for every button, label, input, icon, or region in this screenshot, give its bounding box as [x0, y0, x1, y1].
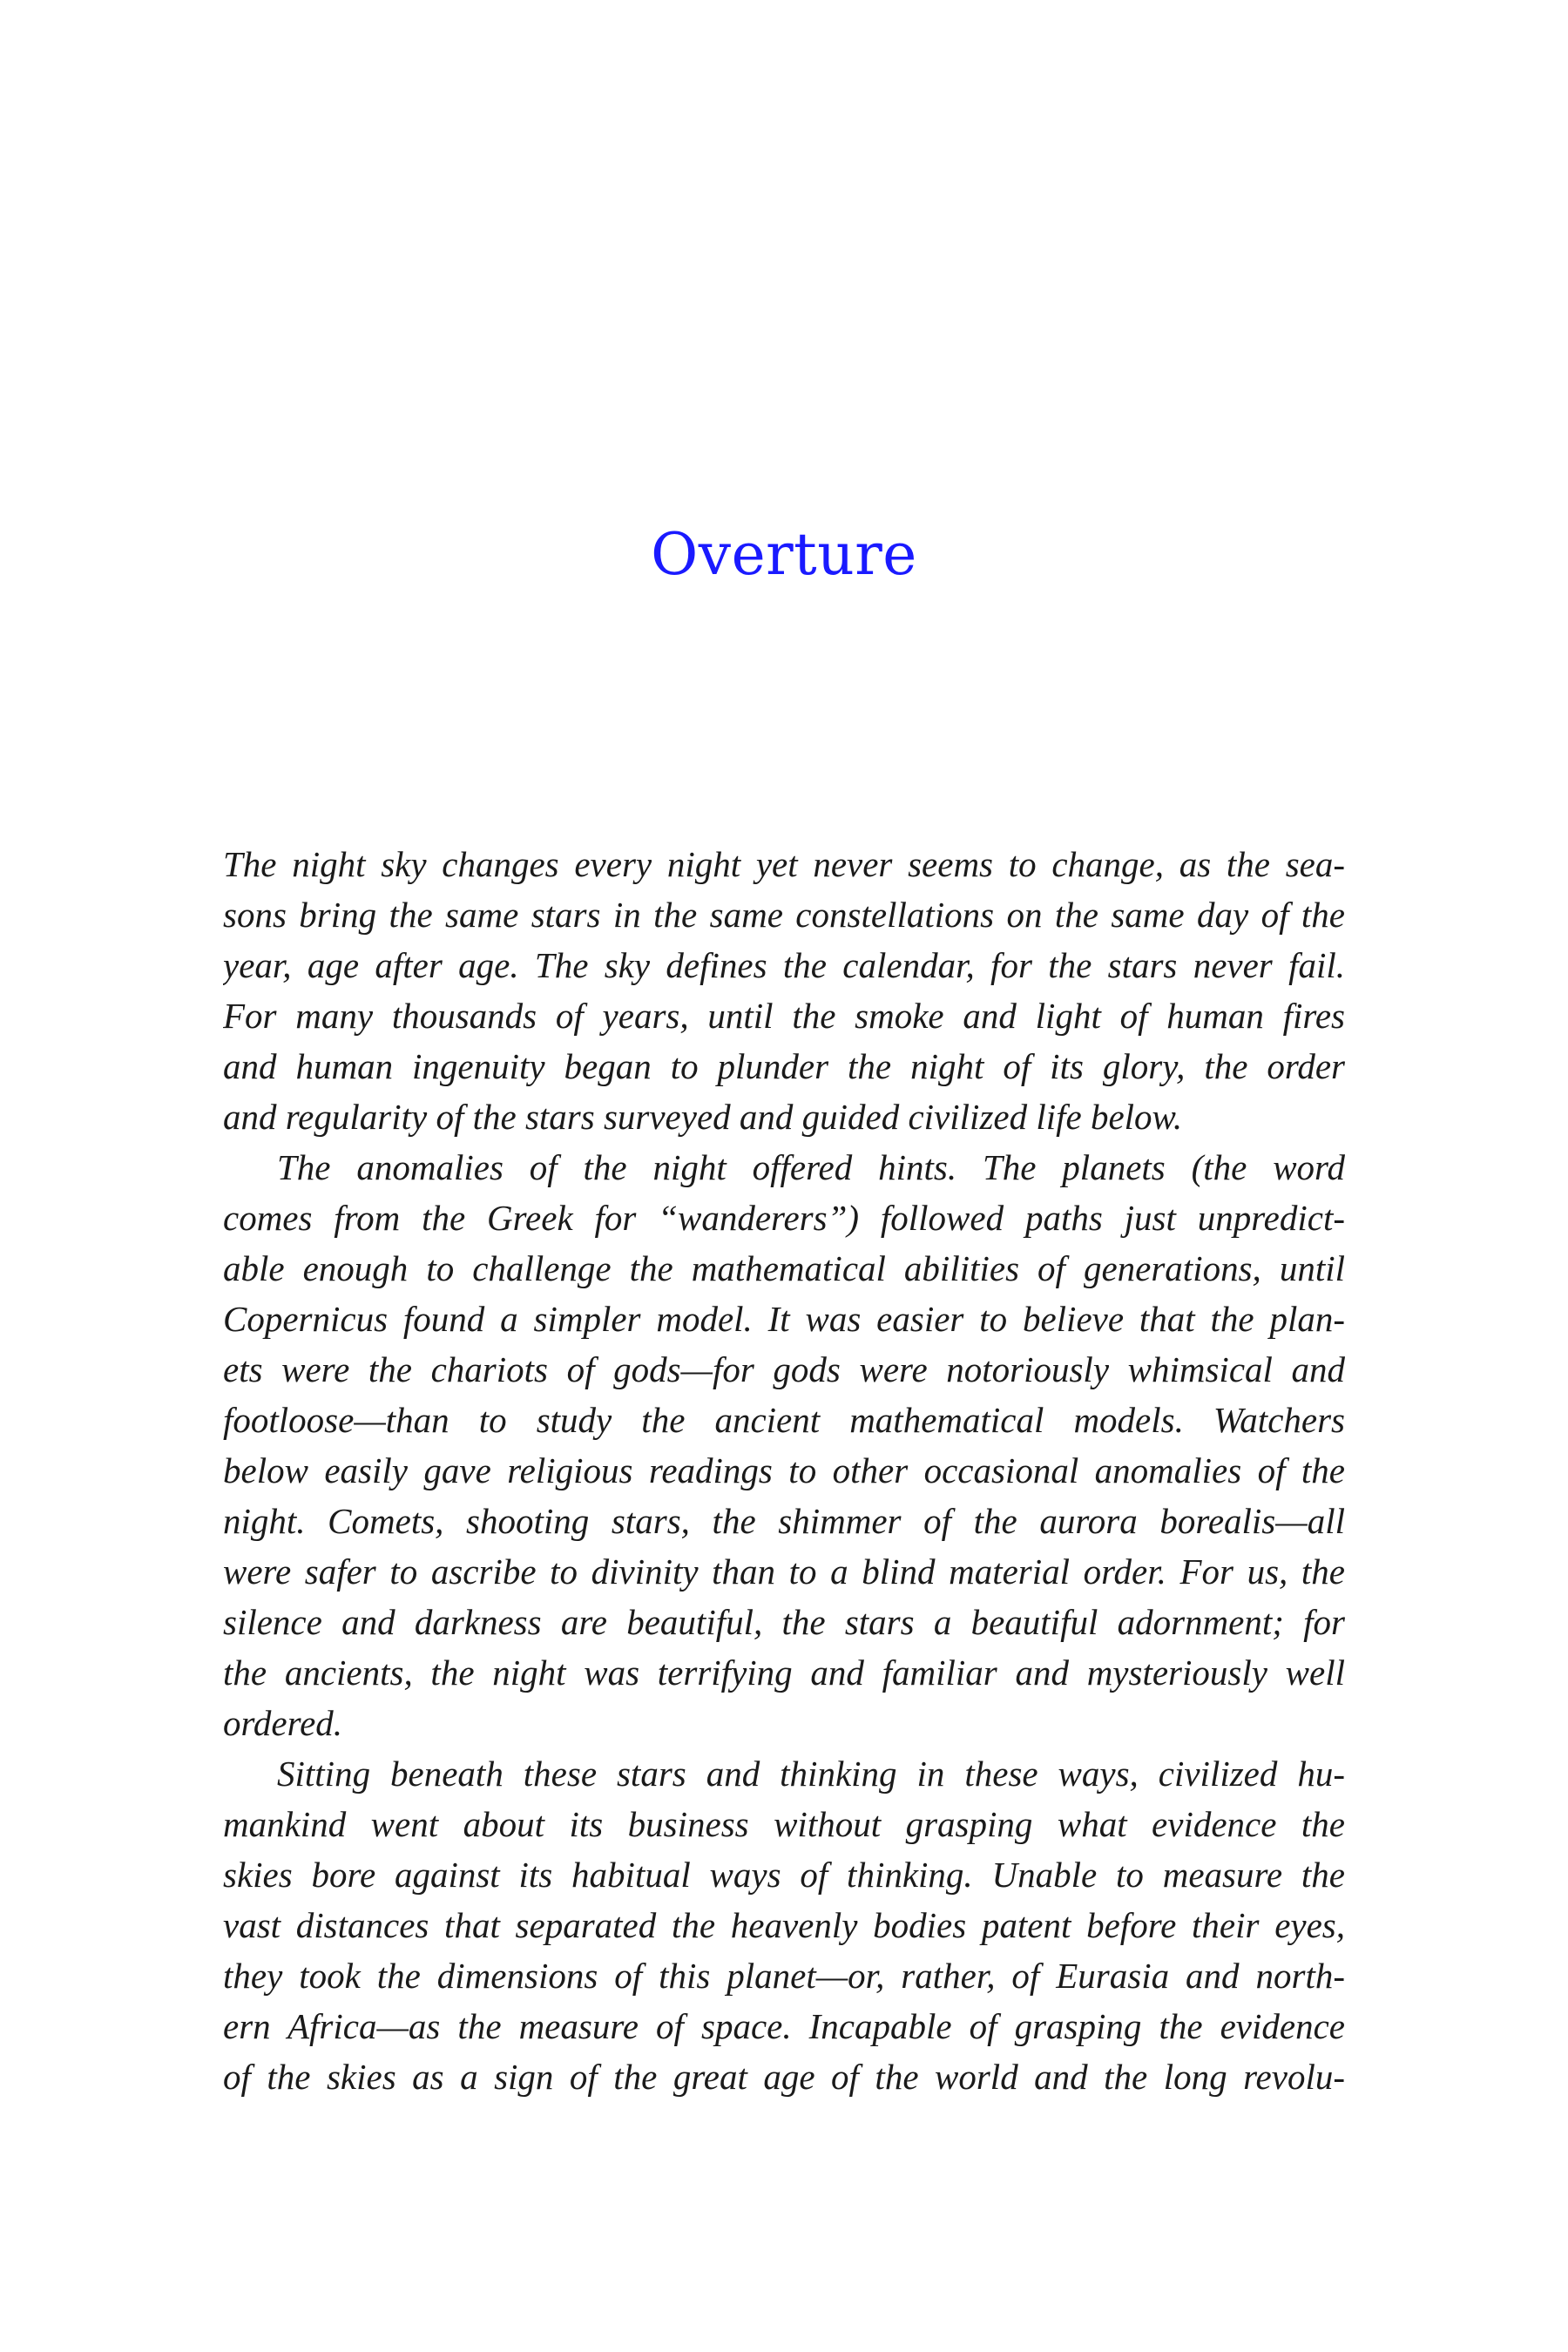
paragraph-3 — [223, 1748, 1345, 2102]
text-line: mankind went about its business without grasping what evidence the — [223, 1804, 1345, 1844]
text-line: skies bore against its habitual ways of thinking. Unable to measure the — [223, 1855, 1345, 1895]
text-line: the ancients, the night was terrifying and familiar and mysteriously well — [223, 1652, 1345, 1693]
text-line: Copernicus found a simpler model. It was easier to believe that the plan- — [223, 1299, 1345, 1339]
paragraph-1 — [223, 839, 1345, 1142]
text-line: they took the dimensions of this planet—or, rather, of Eurasia and north- — [223, 1956, 1345, 1996]
text-line: and human ingenuity began to plunder the night of its glory, the order — [223, 1046, 1345, 1086]
text-line: silence and darkness are beautiful, the stars a beautiful adornment; for — [223, 1602, 1345, 1642]
text-line: ern Africa—as the measure of space. Incapable of grasping the evidence — [223, 2006, 1345, 2046]
text-line: ets were the chariots of gods—for gods were notoriously whimsical and — [223, 1349, 1345, 1389]
text-line: comes from the Greek for “wanderers”) followed paths just unpredict- — [223, 1198, 1345, 1238]
text-line: footloose—than to study the ancient mathematical models. Watchers — [223, 1400, 1345, 1440]
text-line: year, age after age. The sky defines the calendar, for the stars never fail. — [223, 945, 1345, 985]
text-line: were safer to ascribe to divinity than to a blind material order. For us, the — [223, 1551, 1345, 1592]
text-line: of the skies as a sign of the great age of the world and the long revolu- — [223, 2057, 1345, 2097]
text-line: able enough to challenge the mathematical abilities of generations, until — [223, 1248, 1345, 1288]
paragraph-2 — [223, 1142, 1345, 1748]
text-line: The anomalies of the night offered hints. The planets (the word — [277, 1147, 1345, 1187]
text-line: below easily gave religious readings to other occasional anomalies of the — [223, 1450, 1345, 1490]
text-line: Sitting beneath these stars and thinking in these ways, civilized hu- — [277, 1754, 1345, 1794]
text-line: The night sky changes every night yet never seems to change, as the sea- — [223, 844, 1345, 884]
text-line: sons bring the same stars in the same constellations on the same day of the — [223, 895, 1345, 935]
body-text — [223, 839, 1345, 2102]
text-line: vast distances that separated the heavenly bodies patent before their eyes, — [223, 1905, 1345, 1945]
chapter-title: Overture — [651, 521, 917, 588]
text-line: and regularity of the stars surveyed and guided civilized life below. — [223, 1097, 1183, 1137]
text-line: ordered. — [223, 1703, 343, 1743]
text-line: night. Comets, shooting stars, the shimmer of the aurora borealis—all — [223, 1501, 1345, 1541]
text-line: For many thousands of years, until the smoke and light of human fires — [223, 996, 1345, 1036]
